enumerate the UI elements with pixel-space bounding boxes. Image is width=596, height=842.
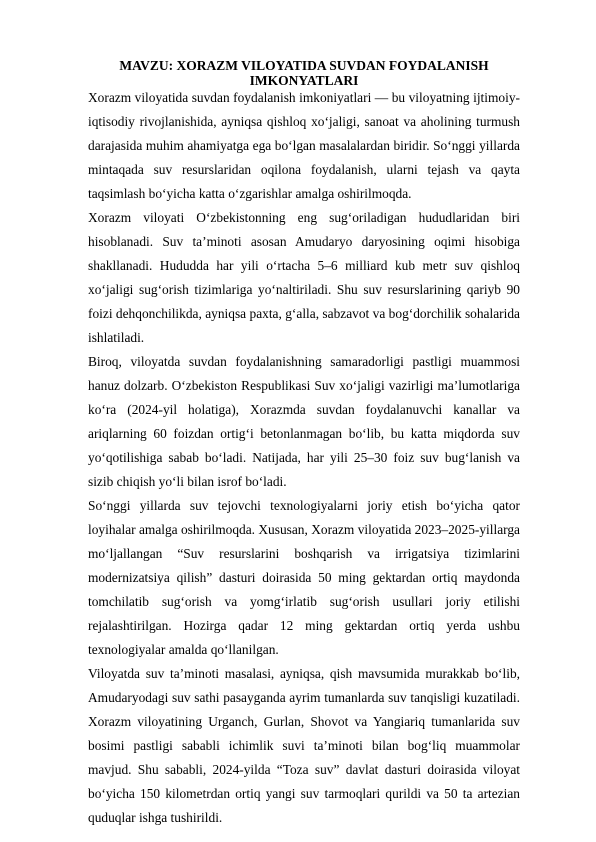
paragraph-4: So‘nggi yillarda suv tejovchi texnologiyalarni joriy etish bo‘yicha qator loyihalar amalga oshirilmoqda. Xususan, Xorazm viloyatida 2023–2025-yillarga mo‘ljallangan “Suv resurslarini boshqarish va irrigatsiya tizimlarini modernizatsiya qilish” dasturi doirasida 50 ming gektardan ortiq maydonda tomchilatib sug‘orish va yomg‘irlatib sug‘orish usullari joriy etilishi rejalashtirilgan. Hozirga qadar 12 ming gektardan ortiq yerda ushbu texnologiyalar amalda qo‘llanilgan. <box>88 498 520 657</box>
paragraph-1: Xorazm viloyatida suvdan foydalanish imkoniyatlari — bu viloyatning ijtimoiy-iqtisodiy rivojlanishida, ayniqsa qishloq xo‘jaligi, sanoat va aholining turmush darajasida muhim ahamiyatga ega bo‘lgan masalalardan biridir. So‘nggi yillarda mintaqada suv resurslaridan oqilona foydalanish, ularni tejash va qayta taqsimlash bo‘yicha katta o‘zgarishlar amalga oshirilmoqda. <box>88 90 520 201</box>
paragraph-3: Biroq, viloyatda suvdan foydalanishning samaradorligi pastligi muammosi hanuz dolzarb. O‘zbekiston Respublikasi Suv xo‘jaligi vazirligi ma’lumotlariga ko‘ra (2024-yil holatiga), Xorazmda suvdan foydalanuvchi kanallar va ariqlarning 60 foizdan ortig‘i betonlanmagan bo‘lib, bu katta miqdorda suv yo‘qotilishiga sabab bo‘ladi. Natijada, har yili 25–30 foiz suv bug‘lanish va sizib chiqish yo‘li bilan isrof bo‘ladi. <box>88 354 520 489</box>
document-title: MAVZU: XORAZM VILOYATIDA SUVDAN FOYDALANISH IMKONYATLARI <box>119 58 489 88</box>
document-body <box>88 86 520 830</box>
paragraph-2: Xorazm viloyati O‘zbekistonning eng sug‘oriladigan hududlaridan biri hisoblanadi. Suv ta’minoti asosan Amudaryo daryosining oqimi hisobiga shakllanadi. Hududda har yili o‘rtacha 5–6 milliard kub metr suv qishloq xo‘jaligi sug‘orish tizimlariga yo‘naltiriladi. Shu suv resurslarining qariyb 90 foizi dehqonchilikda, ayniqsa paxta, g‘alla, sabzavot va bog‘dorchilik sohalarida ishlatiladi. <box>88 210 520 345</box>
paragraph-5: Viloyatda suv ta’minoti masalasi, ayniqsa, qish mavsumida murakkab bo‘lib, Amudaryodagi suv sathi pasayganda ayrim tumanlarda suv tanqisligi kuzatiladi. Xorazm viloyatining Urganch, Gurlan, Shovot va Yangiariq tumanlarida suv bosimi pastligi sababli ichimlik suvi ta’minoti bilan bog‘liq muammolar mavjud. Shu sababli, 2024-yilda “Toza suv” davlat dasturi doirasida viloyat bo‘yicha 150 kilometrdan ortiq yangi suv tarmoqlari qurildi va 50 ta artezian quduqlar ishga tushirildi. <box>88 666 520 825</box>
